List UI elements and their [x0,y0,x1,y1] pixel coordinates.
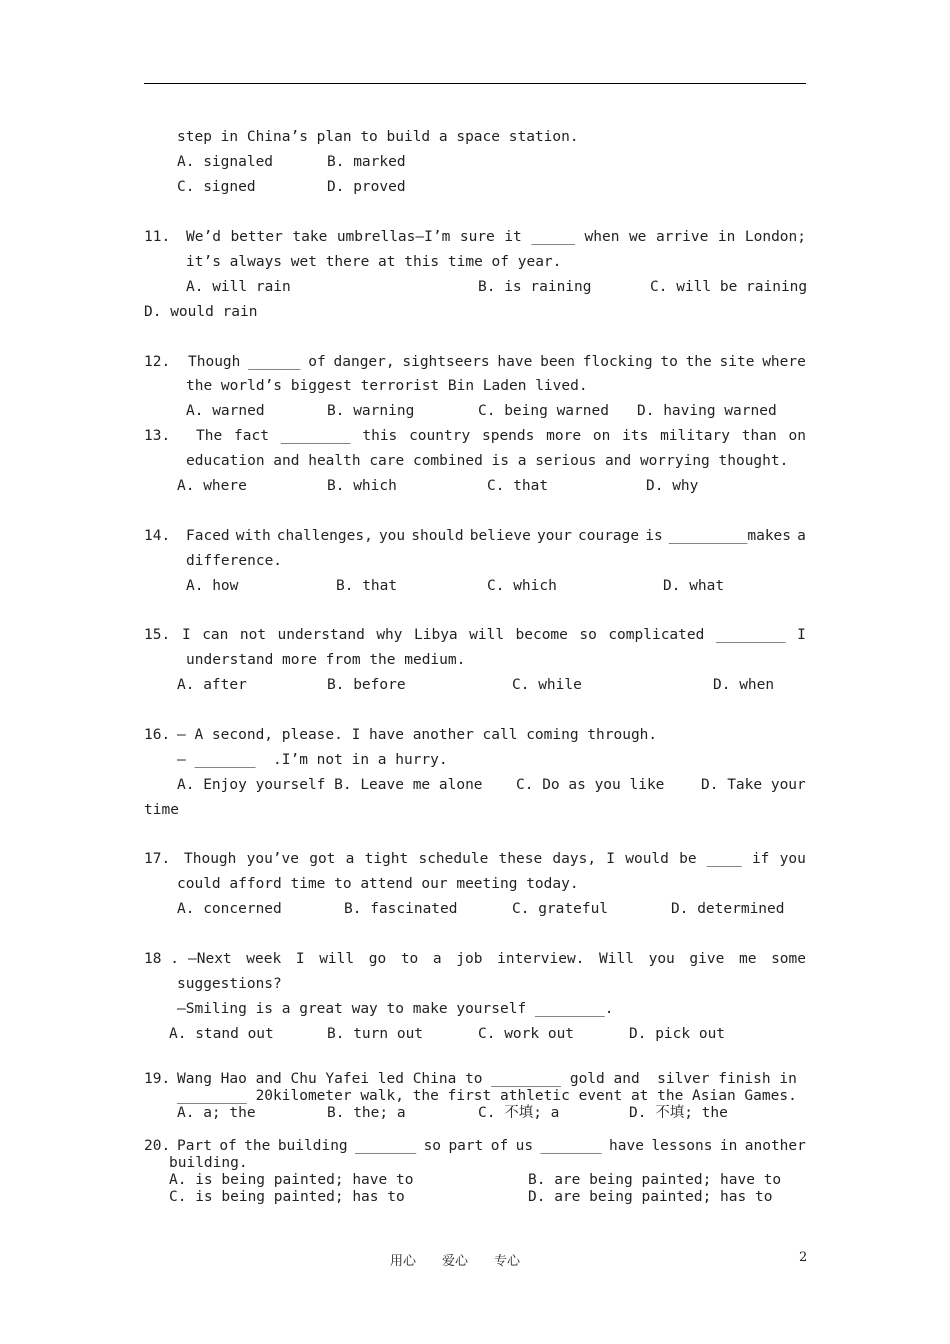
q13-line2: education and health care combined is a serious and worrying thought. [186,453,789,469]
q10-option-a: A. signaled [177,154,274,170]
q11-number: 11. [144,229,171,245]
q20-option-d: D. are being painted; has to [528,1189,773,1205]
q12-option-d: D. having warned [637,403,777,419]
q18-option-b: B. turn out [327,1026,424,1042]
q11-option-b: B. is raining [478,279,592,295]
q17-option-b: B. fascinated [344,901,458,917]
q13-option-b: B. which [327,478,397,494]
q15-number: 15. [144,627,171,643]
q20-option-c: C. is being painted; has to [169,1189,405,1205]
q17-option-c: C. grateful [512,901,609,917]
q16-option-d: D. Take your [701,777,806,793]
q10-option-c: C. signed [177,179,256,195]
q16-line1: — A second, please. I have another call coming through. [177,727,658,743]
q20-number: 20. [144,1138,171,1154]
q15-option-b: B. before [327,677,406,693]
q14-option-c: C. which [487,578,557,594]
q14-option-a: A. how [186,578,239,594]
q19-line1: Wang Hao and Chu Yafei led China to ________ gold and silver finish in [177,1071,797,1087]
q19-number: 19. [144,1071,171,1087]
q18-line2: suggestions? [177,976,282,992]
q18-option-a: A. stand out [169,1026,274,1042]
q15-line2: understand more from the medium. [186,652,466,668]
page-number: 2 [799,1250,808,1265]
q18-line1: —Next week I will go to a job interview. Will you give me some [188,951,806,967]
q18-number: 18 . [144,951,179,967]
q16-option-c: C. Do as you like [516,777,665,793]
q12-option-b: B. warning [327,403,415,419]
footer-item: 用心 [390,1254,417,1269]
q14-option-b: B. that [336,578,398,594]
q10-line: step in China’s plan to build a space station. [177,129,579,145]
q15-line1: I can not understand why Libya will become so complicated ________ I [182,627,806,643]
q12-line2: the world’s biggest terrorist Bin Laden lived. [186,378,588,394]
q19-option-b: B. the; a [327,1105,406,1121]
q11-line2: it’s always wet there at this time of year. [186,254,562,270]
q12-option-a: A. warned [186,403,265,419]
q15-option-a: A. after [177,677,247,693]
q14-line1: Faced with challenges, you should believe your courage is _________makes a [186,528,806,544]
q19-option-c: C. 不填; a [478,1105,560,1121]
q19-line2: ________ 20kilometer walk, the first athletic event at the Asian Games. [177,1088,797,1104]
q13-option-d: D. why [646,478,699,494]
footer-item: 专心 [494,1254,521,1269]
q14-option-d: D. what [663,578,725,594]
q11-option-c: C. will be raining [650,279,808,295]
page-footer [390,1250,546,1269]
q16-option-ab: A. Enjoy yourself B. Leave me alone [177,777,483,793]
q17-option-d: D. determined [671,901,785,917]
q13-line1: The fact ________ this country spends more on its military than on [196,428,806,444]
header-rule [144,83,806,84]
q12-line1: Though ______ of danger, sightseers have been flocking to the site where [188,354,806,370]
q15-option-d: D. when [713,677,775,693]
q19-option-a: A. a; the [177,1105,256,1121]
q20-line2: building. [169,1155,248,1171]
q17-number: 17. [144,851,171,867]
q20-option-a: A. is being painted; have to [169,1172,414,1188]
q10-option-b: B. marked [327,154,406,170]
q10-option-d: D. proved [327,179,406,195]
q13-option-a: A. where [177,478,247,494]
q18-option-d: D. pick out [629,1026,726,1042]
q17-option-a: A. concerned [177,901,282,917]
q14-line2: difference. [186,553,283,569]
q13-number: 13. [144,428,171,444]
q12-option-c: C. being warned [478,403,609,419]
q11-line1: We’d better take umbrellas—I’m sure it _____ when we arrive in London; [186,229,806,245]
q14-number: 14. [144,528,171,544]
q18-option-c: C. work out [478,1026,575,1042]
q13-option-c: C. that [487,478,549,494]
q15-option-c: C. while [512,677,582,693]
q17-line2: could afford time to attend our meeting today. [177,876,579,892]
q12-number: 12. [144,354,171,370]
q20-option-b: B. are being painted; have to [528,1172,782,1188]
q11-option-a: A. will rain [186,279,291,295]
q18-line3: —Smiling is a great way to make yourself ________. [177,1001,614,1017]
footer-item: 爱心 [442,1254,469,1269]
q16-option-d-tail: time [144,802,179,818]
q11-option-d: D. would rain [144,304,258,320]
q17-line1: Though you’ve got a tight schedule these days, I would be ____ if you [184,851,806,867]
q16-number: 16. [144,727,171,743]
q16-line2: — _______ .I’m not in a hurry. [177,752,448,768]
q20-line1: Part of the building _______ so part of us _______ have lessons in another [177,1138,806,1154]
q19-option-d: D. 不填; the [629,1105,728,1121]
